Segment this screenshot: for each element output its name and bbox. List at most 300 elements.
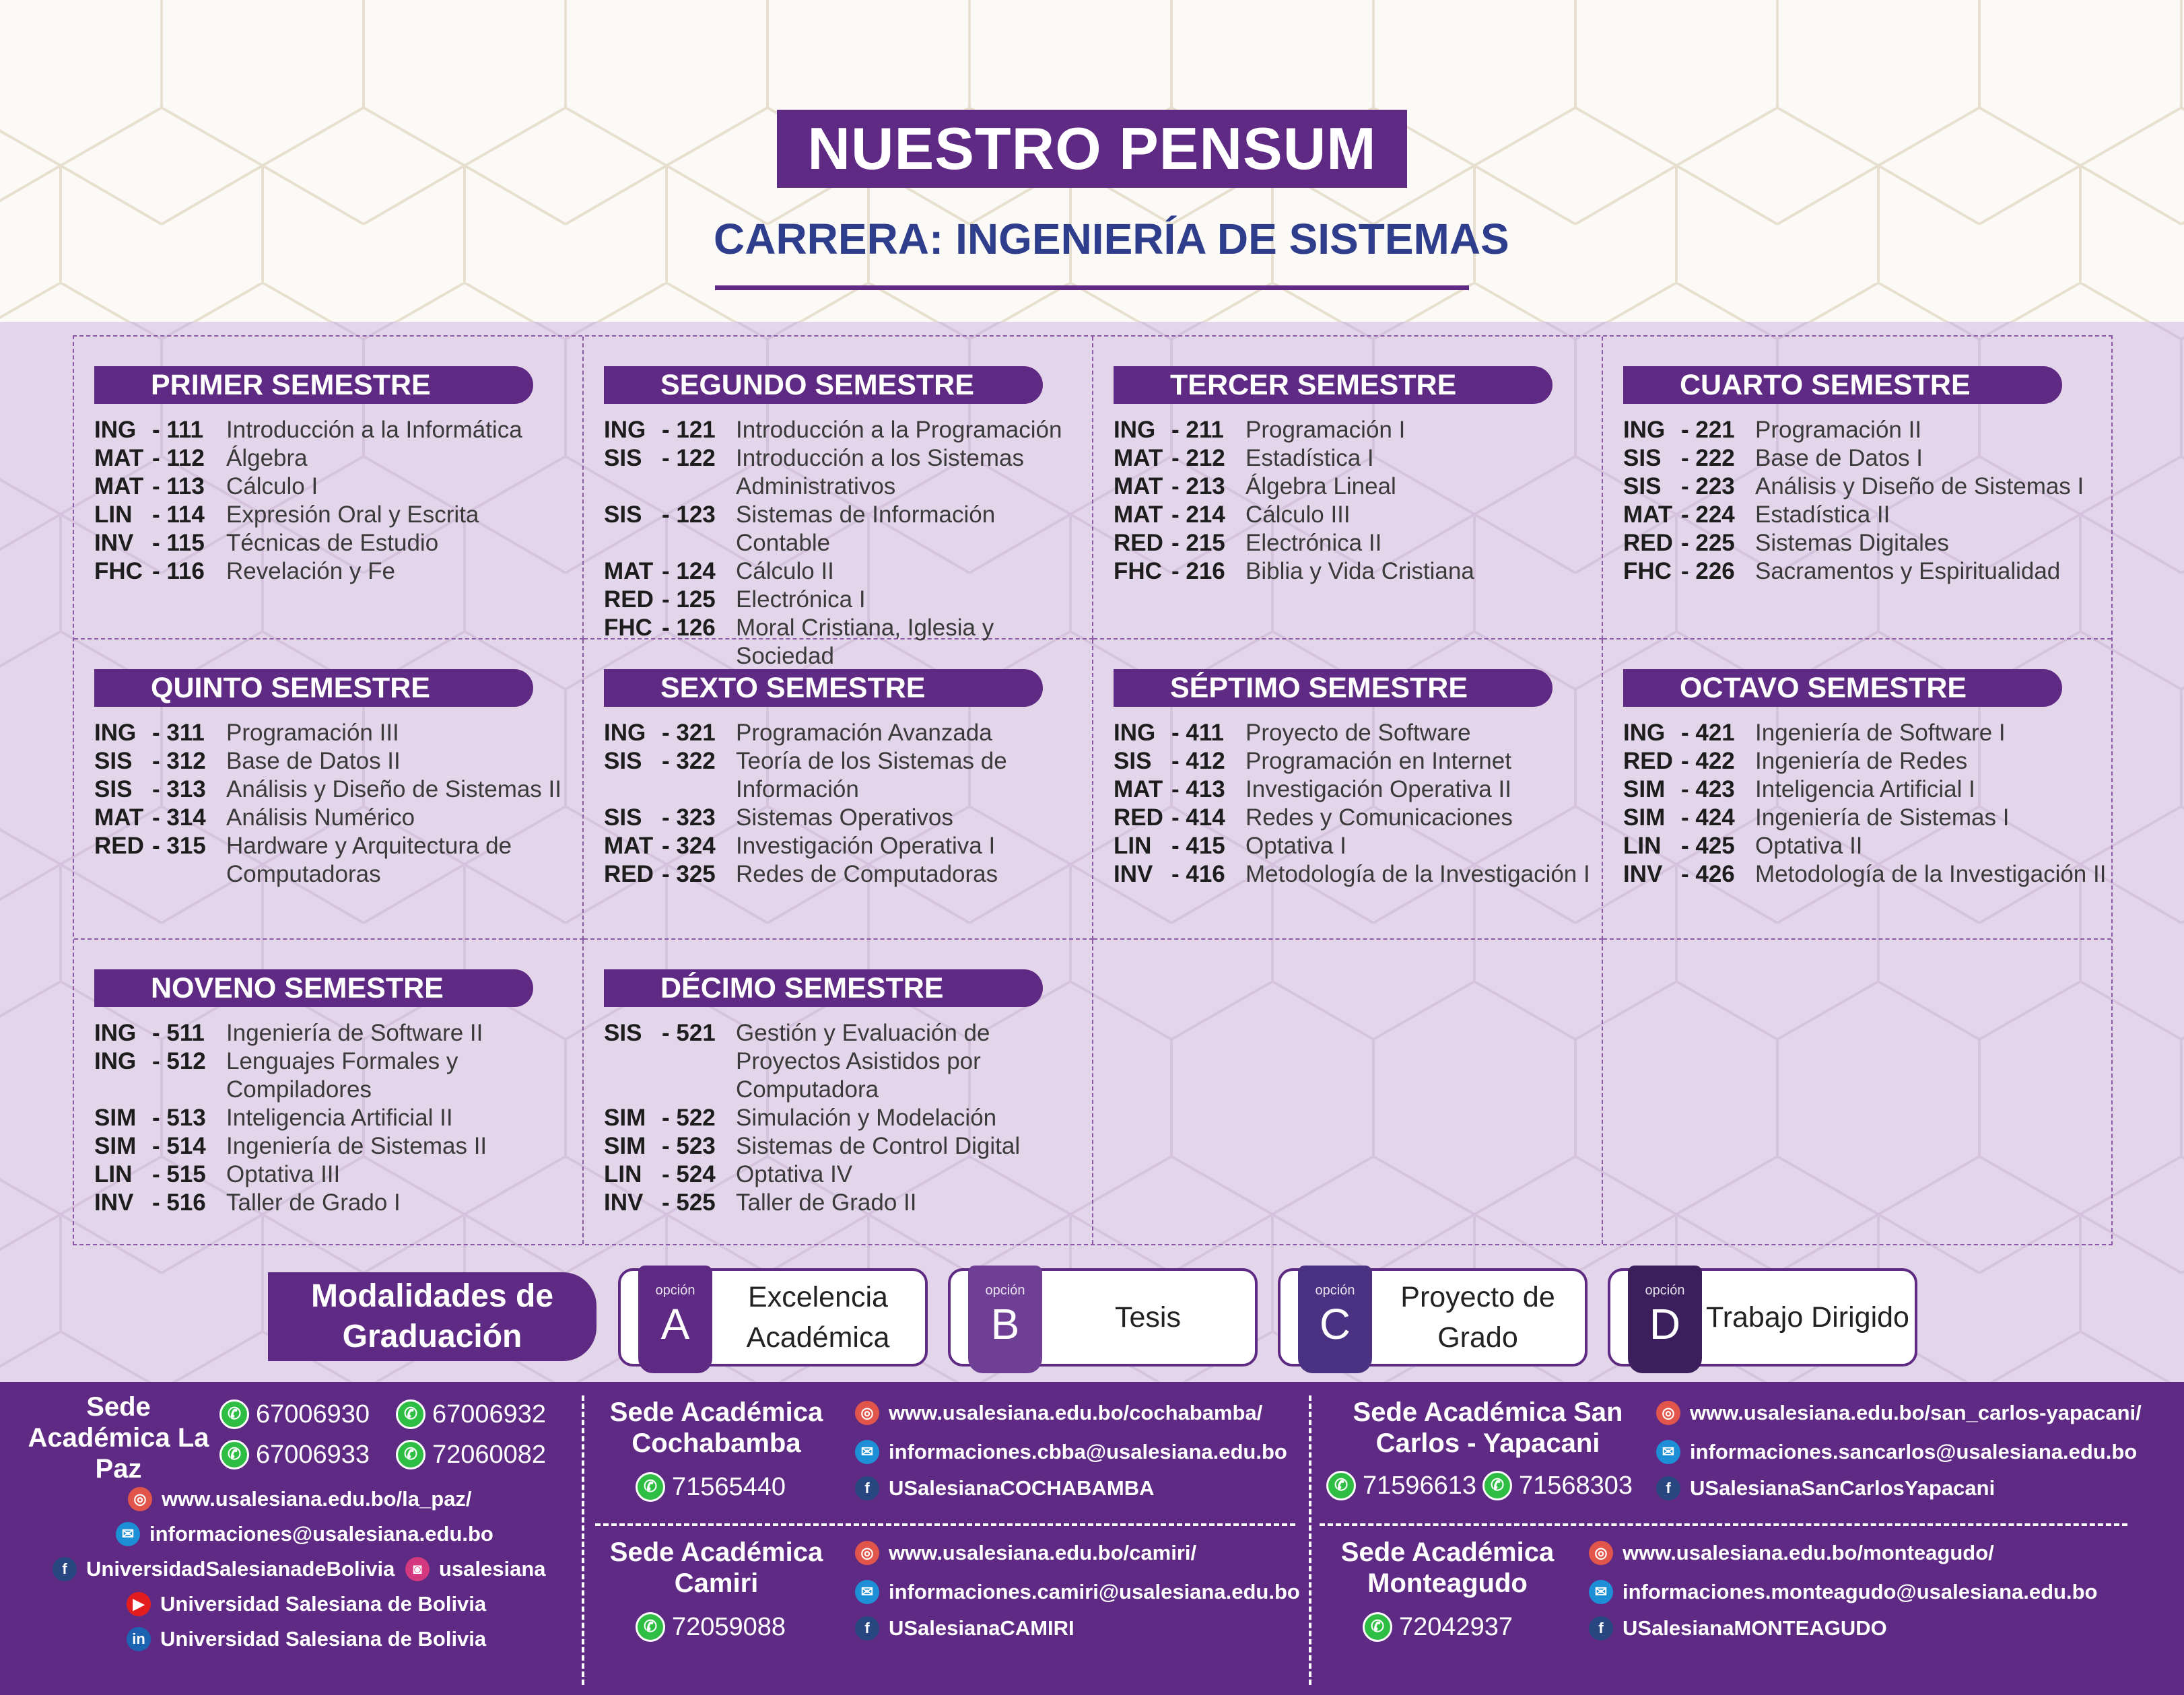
course-prefix: SIS <box>604 804 642 831</box>
course-row <box>94 444 579 473</box>
course-prefix: SIS <box>94 748 133 774</box>
course-prefix: LIN <box>1114 833 1152 859</box>
course-name: Hardware y Arquitectura de Computadoras <box>226 833 512 887</box>
course-prefix: ING <box>1623 417 1666 443</box>
course-number: - 211 <box>1171 417 1224 443</box>
course-name: Sistemas Digitales <box>1755 530 1949 556</box>
semester-title: SÉPTIMO SEMESTRE <box>1114 669 1552 707</box>
whatsapp-icon: ✆ <box>1326 1471 1356 1500</box>
course-name: Álgebra Lineal <box>1245 473 1396 499</box>
graduation-option <box>1608 1268 1917 1367</box>
course-number: - 411 <box>1171 720 1224 746</box>
course-prefix: MAT <box>1114 776 1163 802</box>
course-row <box>1623 832 2108 860</box>
course-row <box>1623 529 2108 557</box>
sede-sancarlos-name: Sede Académica San Carlos - Yapacani <box>1353 1397 1623 1458</box>
course-prefix: ING <box>94 417 137 443</box>
course-prefix: SIM <box>94 1105 137 1131</box>
semester-card <box>1603 337 2111 639</box>
course-row <box>94 416 579 444</box>
whatsapp-icon: ✆ <box>219 1440 249 1469</box>
divider <box>1320 1523 2127 1526</box>
course-prefix: LIN <box>94 1161 133 1187</box>
semester-title: NOVENO SEMESTRE <box>94 969 533 1007</box>
course-prefix: RED <box>604 861 654 887</box>
course-list <box>1114 719 1598 889</box>
course-number: - 512 <box>152 1048 206 1074</box>
course-row <box>1114 473 1598 501</box>
course-number: - 412 <box>1171 748 1225 774</box>
course-name: Análisis Numérico <box>226 804 415 831</box>
course-name: Optativa I <box>1245 833 1346 859</box>
course-row <box>604 557 1089 586</box>
course-prefix: ING <box>604 720 646 746</box>
course-row <box>1114 719 1598 747</box>
course-prefix: SIM <box>604 1105 646 1131</box>
sede-monteagudo-name: Sede Académica Monteagudo <box>1340 1537 1555 1598</box>
option-small-label: opción <box>1645 1283 1685 1298</box>
course-number: - 524 <box>662 1161 716 1187</box>
course-prefix: ING <box>94 1020 137 1046</box>
course-name: Análisis y Diseño de Sistemas II <box>226 776 561 802</box>
course-number: - 426 <box>1681 861 1735 887</box>
facebook-cochabamba[interactable]: f USalesianaCOCHABAMBA <box>855 1476 1154 1500</box>
course-prefix: MAT <box>604 558 654 584</box>
course-name: Cálculo I <box>226 473 318 499</box>
course-row <box>94 1019 579 1047</box>
course-number: - 223 <box>1681 473 1735 499</box>
course-name: Inteligencia Artificial II <box>226 1105 453 1131</box>
course-name: Análisis y Diseño de Sistemas I <box>1755 473 2084 499</box>
facebook-icon: f <box>855 1616 879 1640</box>
mail-icon: ✉ <box>1656 1440 1680 1464</box>
course-row <box>1114 860 1598 889</box>
course-row <box>1114 501 1598 529</box>
facebook-sancarlos[interactable]: f USalesianaSanCarlosYapacani <box>1656 1476 1995 1500</box>
modalidades-label: Modalidades de Graduación <box>268 1272 596 1361</box>
course-number: - 126 <box>662 615 716 641</box>
option-text: Trabajo Dirigido <box>1706 1301 1909 1334</box>
option-text: Proyecto de Grado <box>1400 1281 1555 1354</box>
course-number: - 213 <box>1171 473 1225 499</box>
course-name: Gestión y Evaluación de Proyectos Asistidos por Computadora <box>736 1020 990 1103</box>
semester-card <box>584 639 1093 940</box>
course-prefix: MAT <box>1114 501 1163 528</box>
course-name: Taller de Grado II <box>736 1189 917 1216</box>
course-prefix: MAT <box>1114 473 1163 499</box>
course-row <box>604 444 1089 501</box>
course-row <box>604 1161 1089 1189</box>
email-sancarlos[interactable]: ✉ informaciones.sancarlos@usalesiana.edu.bo <box>1656 1440 2137 1464</box>
course-name: Inteligencia Artificial I <box>1755 776 1975 802</box>
course-row <box>94 1047 579 1104</box>
course-number: - 323 <box>662 804 716 831</box>
globe-icon: ◎ <box>1589 1541 1613 1565</box>
course-prefix: ING <box>94 1048 137 1074</box>
course-row <box>1623 416 2108 444</box>
course-row <box>1623 747 2108 775</box>
curriculum-area <box>0 322 2184 1382</box>
course-number: - 424 <box>1681 804 1735 831</box>
course-row <box>1623 557 2108 586</box>
course-prefix: MAT <box>94 473 144 499</box>
course-number: - 122 <box>662 445 716 471</box>
option-text: Tesis <box>1115 1301 1181 1334</box>
course-number: - 111 <box>152 417 203 443</box>
course-row <box>604 1104 1089 1132</box>
course-prefix: SIS <box>1114 748 1152 774</box>
course-number: - 214 <box>1171 501 1225 528</box>
whatsapp-icon: ✆ <box>636 1612 665 1642</box>
phone-lapaz-2[interactable]: ✆ 67006932 <box>396 1399 546 1429</box>
course-name: Programación III <box>226 720 399 746</box>
course-prefix: RED <box>94 833 144 859</box>
course-prefix: MAT <box>1623 501 1673 528</box>
option-tag <box>968 1266 1042 1373</box>
semester-title: DÉCIMO SEMESTRE <box>604 969 1043 1007</box>
course-name: Ingeniería de Software I <box>1755 720 2006 746</box>
course-number: - 224 <box>1681 501 1735 528</box>
course-number: - 226 <box>1681 558 1735 584</box>
course-row <box>604 860 1089 889</box>
course-list <box>604 416 1089 670</box>
course-row <box>94 529 579 557</box>
course-name: Moral Cristiana, Iglesia y Sociedad <box>736 615 994 669</box>
sede-camiri-name: Sede Académica Camiri <box>609 1537 823 1598</box>
course-prefix: INV <box>94 1189 134 1216</box>
course-prefix: RED <box>1114 804 1163 831</box>
phone-cochabamba[interactable]: ✆ 71565440 <box>636 1472 786 1502</box>
course-number: - 215 <box>1171 530 1225 556</box>
course-name: Técnicas de Estudio <box>226 530 439 556</box>
course-prefix: SIS <box>604 501 642 528</box>
course-prefix: RED <box>604 586 654 613</box>
semester-card <box>1093 337 1603 639</box>
course-row <box>1623 775 2108 804</box>
semester-title: SEXTO SEMESTRE <box>604 669 1043 707</box>
course-number: - 324 <box>662 833 716 859</box>
email-lapaz[interactable]: ✉ informaciones@usalesiana.edu.bo <box>116 1522 493 1546</box>
course-row <box>604 1189 1089 1217</box>
whatsapp-icon: ✆ <box>396 1399 425 1429</box>
course-prefix: ING <box>94 720 137 746</box>
course-prefix: SIS <box>94 776 133 802</box>
course-number: - 415 <box>1171 833 1225 859</box>
course-number: - 325 <box>662 861 716 887</box>
graduation-option <box>1278 1268 1588 1367</box>
course-number: - 125 <box>662 586 716 613</box>
course-number: - 216 <box>1171 558 1225 584</box>
course-prefix: INV <box>1623 861 1663 887</box>
course-prefix: RED <box>1623 530 1673 556</box>
mail-icon: ✉ <box>855 1440 879 1464</box>
facebook-icon: f <box>1656 1476 1680 1500</box>
course-row <box>604 416 1089 444</box>
web-lapaz[interactable]: ◎ www.usalesiana.edu.bo/la_paz/ <box>128 1487 472 1511</box>
course-name: Electrónica II <box>1245 530 1382 556</box>
course-prefix: SIS <box>1623 473 1662 499</box>
course-number: - 516 <box>152 1189 206 1216</box>
course-row <box>604 832 1089 860</box>
career-subtitle: CARRERA: INGENIERÍA DE SISTEMAS <box>714 215 1509 263</box>
course-prefix: ING <box>604 417 646 443</box>
phone-monteagudo[interactable]: ✆ 72042937 <box>1363 1612 1513 1642</box>
course-row <box>1623 444 2108 473</box>
option-small-label: opción <box>1315 1283 1355 1298</box>
course-number: - 511 <box>152 1020 205 1046</box>
course-number: - 121 <box>662 417 716 443</box>
course-name: Investigación Operativa II <box>1245 776 1511 802</box>
youtube-lapaz[interactable]: ▶ Universidad Salesiana de Bolivia <box>127 1592 486 1616</box>
course-number: - 514 <box>152 1133 206 1159</box>
course-number: - 212 <box>1171 445 1225 471</box>
course-prefix: FHC <box>1623 558 1672 584</box>
course-name: Investigación Operativa I <box>736 833 996 859</box>
semester-card <box>584 337 1093 669</box>
course-number: - 115 <box>152 530 205 556</box>
course-number: - 422 <box>1681 748 1735 774</box>
course-prefix: LIN <box>604 1161 642 1187</box>
course-row <box>1623 860 2108 889</box>
course-number: - 322 <box>662 748 716 774</box>
phone-sancarlos-2[interactable]: ✆ 71568303 <box>1482 1471 1633 1500</box>
course-number: - 114 <box>152 501 205 528</box>
course-name: Base de Datos I <box>1755 445 1923 471</box>
email-camiri[interactable]: ✉ informaciones.camiri@usalesiana.edu.bo <box>855 1580 1300 1604</box>
course-list <box>604 1019 1089 1217</box>
course-number: - 312 <box>152 748 206 774</box>
course-row <box>1623 804 2108 832</box>
instagram-lapaz[interactable]: ◙ usalesiana <box>405 1557 546 1581</box>
email-cochabamba[interactable]: ✉ informaciones.cbba@usalesiana.edu.bo <box>855 1440 1287 1464</box>
course-name: Sistemas Operativos <box>736 804 953 831</box>
course-prefix: SIS <box>1623 445 1662 471</box>
course-row <box>1114 444 1598 473</box>
whatsapp-icon: ✆ <box>1482 1471 1512 1500</box>
semester-title: SEGUNDO SEMESTRE <box>604 366 1043 404</box>
course-row <box>94 775 579 804</box>
email-monteagudo[interactable]: ✉ informaciones.monteagudo@usalesiana.edu.bo <box>1589 1580 2097 1604</box>
facebook-camiri[interactable]: f USalesianaCAMIRI <box>855 1616 1074 1640</box>
web-monteagudo[interactable]: ◎ www.usalesiana.edu.bo/monteagudo/ <box>1589 1541 1994 1565</box>
sede-cochabamba-name: Sede Académica Cochabamba <box>609 1397 823 1458</box>
divider <box>595 1523 1295 1526</box>
divider <box>582 1395 584 1685</box>
course-row <box>94 804 579 832</box>
facebook-monteagudo[interactable]: f USalesianaMONTEAGUDO <box>1589 1616 1887 1640</box>
course-row <box>94 747 579 775</box>
course-row <box>94 1189 579 1217</box>
course-prefix: ING <box>1623 720 1666 746</box>
course-row <box>94 832 579 889</box>
course-name: Ingeniería de Sistemas I <box>1755 804 2010 831</box>
globe-icon: ◎ <box>1656 1401 1680 1425</box>
course-prefix: ING <box>1114 417 1156 443</box>
course-number: - 222 <box>1681 445 1735 471</box>
option-tag <box>638 1266 712 1373</box>
course-number: - 321 <box>662 720 716 746</box>
course-row <box>604 586 1089 614</box>
course-row <box>604 1132 1089 1161</box>
course-list <box>1623 416 2108 586</box>
course-name: Proyecto de Software <box>1245 720 1471 746</box>
semester-card <box>74 639 584 940</box>
course-name: Introducción a la Informática <box>226 417 522 443</box>
facebook-icon: f <box>1589 1616 1613 1640</box>
option-text: Excelencia Académica <box>746 1281 890 1354</box>
web-sancarlos[interactable]: ◎ www.usalesiana.edu.bo/san_carlos-yapacani/ <box>1656 1401 2142 1425</box>
semester-title: OCTAVO SEMESTRE <box>1623 669 2062 707</box>
whatsapp-icon: ✆ <box>1363 1612 1392 1642</box>
subtitle-underline <box>715 285 1469 290</box>
course-name: Estadística II <box>1755 501 1890 528</box>
course-name: Introducción a la Programación <box>736 417 1062 443</box>
whatsapp-icon: ✆ <box>636 1472 665 1502</box>
course-name: Metodología de la Investigación I <box>1245 861 1590 887</box>
course-prefix: LIN <box>94 501 133 528</box>
course-row <box>1114 832 1598 860</box>
footer <box>0 1382 2184 1695</box>
course-name: Ingeniería de Sistemas II <box>226 1133 487 1159</box>
phone-sancarlos-1[interactable]: ✆ 71596613 <box>1326 1471 1476 1500</box>
course-prefix: MAT <box>604 833 654 859</box>
course-list <box>604 719 1089 889</box>
option-tag <box>1628 1266 1702 1373</box>
web-camiri[interactable]: ◎ www.usalesiana.edu.bo/camiri/ <box>855 1541 1196 1565</box>
course-name: Teoría de los Sistemas de Información <box>736 748 1007 802</box>
course-row <box>94 557 579 586</box>
phone-lapaz-3[interactable]: ✆ 67006933 <box>219 1440 370 1469</box>
course-number: - 423 <box>1681 776 1735 802</box>
semester-card <box>1093 639 1603 940</box>
course-row <box>1623 473 2108 501</box>
course-name: Simulación y Modelación <box>736 1105 997 1131</box>
course-row <box>1114 747 1598 775</box>
course-number: - 123 <box>662 501 716 528</box>
course-number: - 515 <box>152 1161 206 1187</box>
semester-title: CUARTO SEMESTRE <box>1623 366 2062 404</box>
course-name: Optativa II <box>1755 833 1863 859</box>
semester-grid <box>73 335 2113 1245</box>
course-number: - 522 <box>662 1105 716 1131</box>
option-letter: C <box>1319 1300 1351 1348</box>
course-number: - 421 <box>1681 720 1735 746</box>
graduation-option <box>948 1268 1258 1367</box>
course-number: - 221 <box>1681 417 1735 443</box>
course-row <box>604 719 1089 747</box>
course-prefix: RED <box>1623 748 1673 774</box>
linkedin-lapaz[interactable]: in Universidad Salesiana de Bolivia <box>127 1627 486 1651</box>
sede-lapaz-name: Sede Académica La Paz <box>28 1392 209 1484</box>
course-prefix: ING <box>1114 720 1156 746</box>
course-name: Revelación y Fe <box>226 558 395 584</box>
course-name: Programación en Internet <box>1245 748 1511 774</box>
mail-icon: ✉ <box>116 1522 140 1546</box>
option-tag <box>1298 1266 1372 1373</box>
course-number: - 413 <box>1171 776 1225 802</box>
course-prefix: FHC <box>604 615 652 641</box>
course-prefix: FHC <box>1114 558 1162 584</box>
globe-icon: ◎ <box>855 1541 879 1565</box>
course-name: Ingeniería de Software II <box>226 1020 483 1046</box>
course-number: - 414 <box>1171 804 1225 831</box>
course-name: Taller de Grado I <box>226 1189 401 1216</box>
youtube-icon: ▶ <box>127 1592 151 1616</box>
course-number: - 116 <box>152 558 205 584</box>
course-name: Estadística I <box>1245 445 1374 471</box>
course-name: Optativa IV <box>736 1161 853 1187</box>
whatsapp-icon: ✆ <box>396 1440 425 1469</box>
graduation-option <box>618 1268 928 1367</box>
option-small-label: opción <box>985 1283 1025 1298</box>
course-number: - 314 <box>152 804 206 831</box>
semester-card <box>74 940 584 1244</box>
course-name: Sistemas de Control Digital <box>736 1133 1021 1159</box>
divider <box>1309 1395 1311 1685</box>
course-number: - 113 <box>152 473 205 499</box>
course-prefix: INV <box>604 1189 644 1216</box>
course-name: Sacramentos y Espiritualidad <box>1755 558 2061 584</box>
course-number: - 523 <box>662 1133 716 1159</box>
course-list <box>94 416 579 586</box>
semester-title: TERCER SEMESTRE <box>1114 366 1552 404</box>
course-number: - 315 <box>152 833 206 859</box>
course-name: Ingeniería de Redes <box>1755 748 1968 774</box>
course-number: - 313 <box>152 776 206 802</box>
course-prefix: INV <box>94 530 134 556</box>
semester-title: PRIMER SEMESTRE <box>94 366 533 404</box>
course-list <box>1623 719 2108 889</box>
course-number: - 521 <box>662 1020 716 1046</box>
course-name: Álgebra <box>226 445 308 471</box>
course-name: Programación Avanzada <box>736 720 992 746</box>
whatsapp-icon: ✆ <box>219 1399 249 1429</box>
course-list <box>94 1019 579 1217</box>
course-row <box>94 501 579 529</box>
course-name: Expresión Oral y Escrita <box>226 501 479 528</box>
phone-camiri[interactable]: ✆ 72059088 <box>636 1612 786 1642</box>
phone-lapaz-1[interactable]: ✆ 67006930 <box>219 1399 370 1429</box>
course-name: Biblia y Vida Cristiana <box>1245 558 1474 584</box>
course-number: - 513 <box>152 1105 206 1131</box>
course-row <box>94 1132 579 1161</box>
course-row <box>94 473 579 501</box>
web-cochabamba[interactable]: ◎ www.usalesiana.edu.bo/cochabamba/ <box>855 1401 1262 1425</box>
option-letter: B <box>990 1300 1020 1348</box>
course-number: - 112 <box>152 445 205 471</box>
course-prefix: SIM <box>1623 804 1666 831</box>
course-name: Redes y Comunicaciones <box>1245 804 1513 831</box>
course-list <box>94 719 579 889</box>
phone-lapaz-4[interactable]: ✆ 72060082 <box>396 1440 546 1469</box>
option-letter: A <box>660 1300 690 1348</box>
course-prefix: SIM <box>604 1133 646 1159</box>
course-prefix: MAT <box>94 445 144 471</box>
course-prefix: INV <box>1114 861 1153 887</box>
course-name: Cálculo III <box>1245 501 1351 528</box>
semester-title: QUINTO SEMESTRE <box>94 669 533 707</box>
course-row <box>1114 416 1598 444</box>
facebook-icon: f <box>53 1557 77 1581</box>
course-prefix: RED <box>1114 530 1163 556</box>
header <box>0 0 2184 322</box>
course-row <box>604 804 1089 832</box>
globe-icon: ◎ <box>128 1487 152 1511</box>
semester-card <box>1603 639 2111 940</box>
facebook-lapaz[interactable]: f UniversidadSalesianadeBolivia <box>53 1557 395 1581</box>
course-row <box>1114 529 1598 557</box>
course-prefix: MAT <box>1114 445 1163 471</box>
